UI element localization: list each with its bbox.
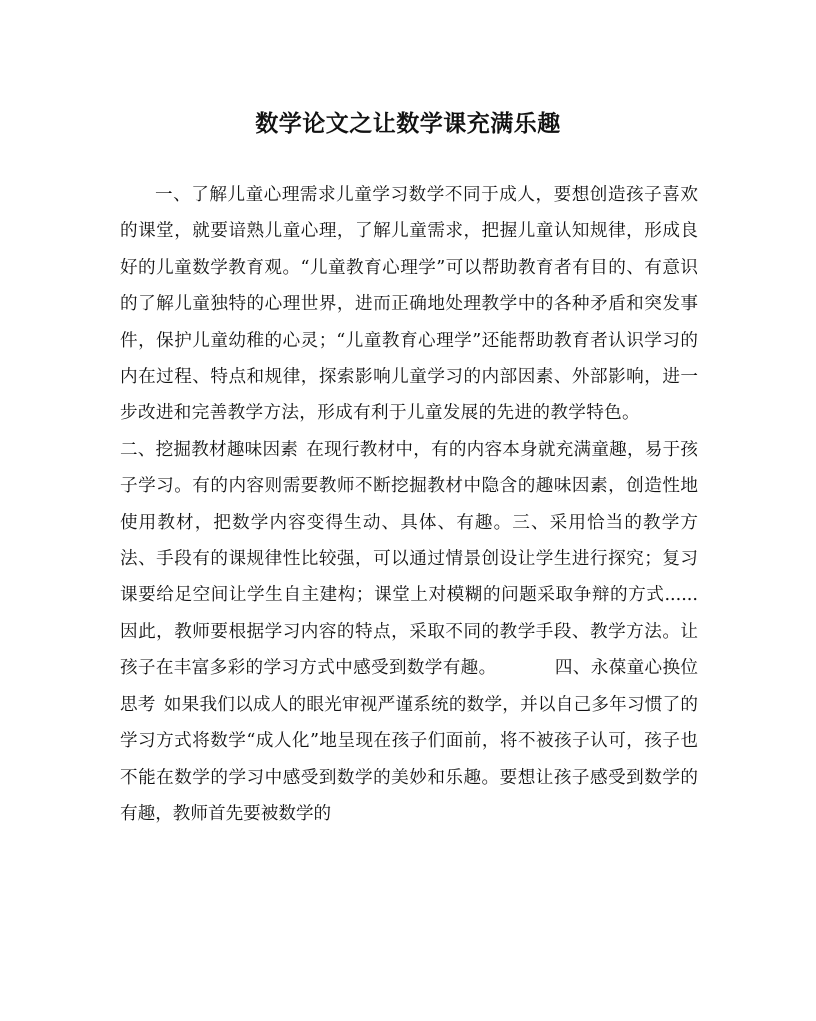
section-four-heading: 四、永葆童心换位思考 xyxy=(120,658,698,715)
document-title: 数学论文之让数学课充满乐趣 xyxy=(255,110,561,137)
section-four-text: 如果我们以成人的眼光审视严谨系统的数学，并以自己多年习惯了的学习方式将数学“成人化”地呈现在孩子们面前，将不被孩子认可，孩子也不能在数学的学习中感受到数学的美妙和乐趣。要想让孩子感受到数学的有趣，教师首先要被数学的 xyxy=(120,694,698,824)
document-body xyxy=(120,177,698,832)
section-two-heading: 二、挖掘教材趣味因素 xyxy=(120,439,299,460)
section-two-three-text: 在现行教材中，有的内容本身就充满童趣，易于孩子学习。有的内容则需要教师不断挖掘教材中隐含的趣味因素，创造性地使用教材，把数学内容变得生动、具体、有趣。三、采用恰当的教学方法、手段有的课规律性比较强，可以通过情景创设让学生进行探究；复习课要给足空间让学生自主建构；课堂上对模糊的问题采取争辩的方式......因此，教师要根据学习内容的特点，采取不同的教学手段、教学方法。让孩子在丰富多彩的学习方式中感受到数学有趣。 xyxy=(120,439,698,679)
section-one-text: 一、了解儿童心理需求儿童学习数学不同于成人，要想创造孩子喜欢的课堂，就要谙熟儿童心理，了解儿童需求，把握儿童认知规律，形成良好的儿童数学教育观。“儿童教育心理学”可以帮助教育者有目的、有意识的了解儿童独特的心理世界，进而正确地处理教学中的各种矛盾和突发事件，保护儿童幼稚的心灵；“儿童教育心理学”还能帮助教育者认识学习的内在过程、特点和规律，探索影响儿童学习的内部因素、外部影响，进一步改进和完善教学方法，形成有利于儿童发展的先进的教学特色。 xyxy=(120,185,698,424)
